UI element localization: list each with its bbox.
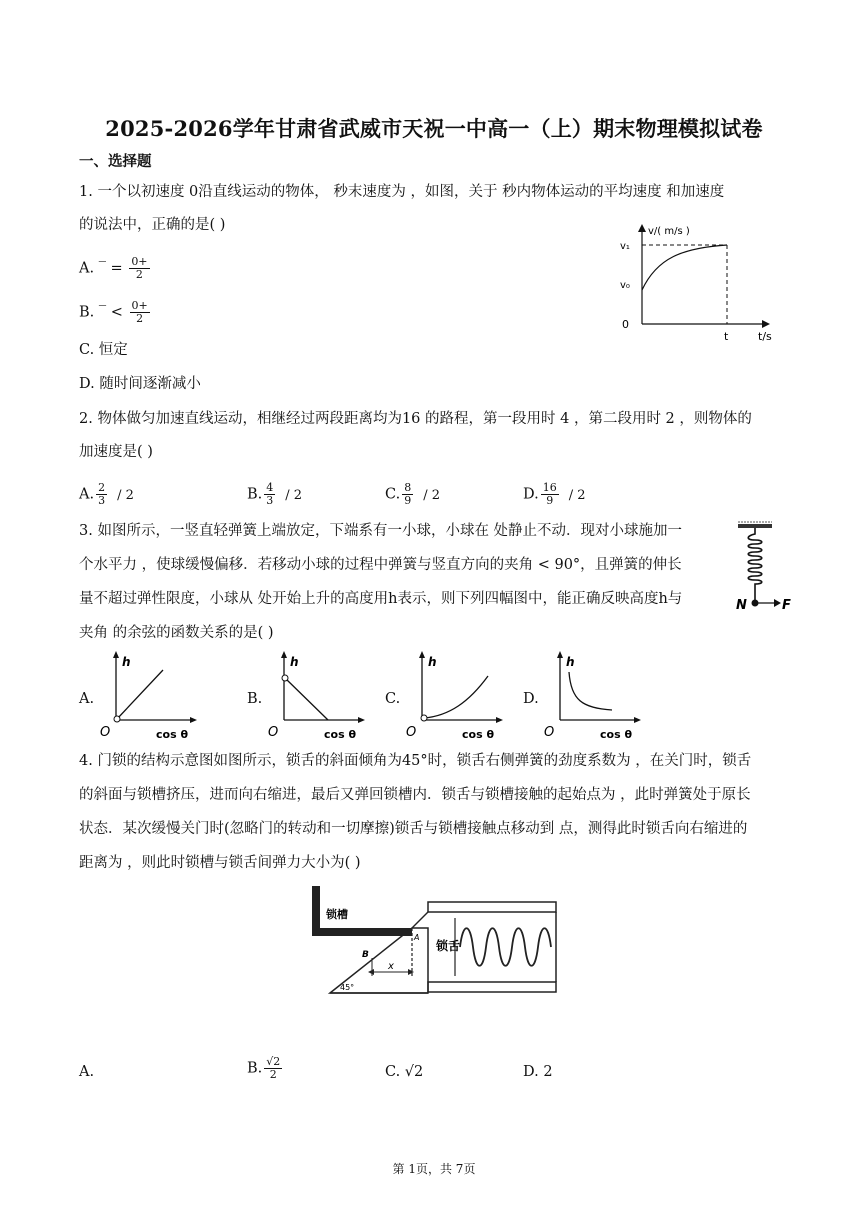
q1-option-a-fraction: $\frac{0+}{2}$ [131, 255, 148, 281]
svg-text:cos θ: cos θ [324, 728, 357, 741]
q1-graph-t: t [724, 330, 729, 343]
q4-point-b: B [362, 950, 369, 960]
q1-option-d[interactable]: D. 随时间逐渐减小 [79, 376, 201, 392]
q3-spring-n-label: N [736, 598, 747, 613]
q1-option-a[interactable] [79, 256, 152, 281]
q4-option-a[interactable]: A. [79, 1064, 95, 1080]
q1-option-c[interactable]: C. 恒定 [79, 342, 128, 358]
svg-text:h: h [290, 655, 299, 669]
q3-option-b-label[interactable]: B. [247, 691, 263, 707]
q4-tongue-label: 锁舌 [436, 939, 461, 953]
q2-option-d[interactable]: D. $\frac{16}{9}$ / 2 [523, 481, 586, 507]
q3-option-a-label[interactable]: A. [79, 691, 95, 707]
q2-option-b[interactable]: B. $\frac{4}{3}$ / 2 [247, 481, 303, 507]
q4-stem-line1: 4. 门锁的结构示意图如图所示，锁舌的斜面倾角为45°时，锁舌右侧弹簧的劲度系数为 ，在关门时，锁舌 [79, 753, 752, 769]
q4-stem-line3: 状态．某次缓慢关门时(忽略门的转动和一切摩擦)锁舌与锁槽接触点移动到 点，测得此时锁舌向右缩进的 [79, 821, 748, 837]
q4-stem-line2: 的斜面与锁槽挤压，进而向右缩进，最后又弹回锁槽内．锁舌与锁槽接触的起始点为 ，此时弹簧处于原长 [79, 787, 751, 803]
q3-stem-line3: 量不超过弹性限度，小球从 处开始上升的高度用h表示，则下列四幅图中，能正确反映高度h与 [79, 591, 683, 607]
q3-option-c-graph[interactable] [404, 650, 504, 742]
q4-stem-line4: 距离为 ，则此时锁槽与锁舌间弹力大小为( ) [79, 855, 361, 871]
q3-option-b-graph[interactable] [266, 650, 366, 742]
q4-angle-label: 45° [340, 983, 355, 992]
svg-text:O: O [100, 725, 111, 740]
svg-text:h: h [428, 655, 437, 669]
q1-option-b-fraction: $\frac{0+}{2}$ [131, 299, 148, 325]
svg-text:O: O [406, 725, 417, 740]
q4-option-d[interactable]: D. 2 [523, 1064, 553, 1080]
q1-vt-graph [612, 218, 782, 348]
q1-option-b[interactable] [79, 300, 152, 325]
q4-lock-diagram [300, 878, 570, 1023]
q1-graph-ylabel: v/( m/s ) [648, 226, 690, 237]
q3-option-c-label[interactable]: C. [385, 691, 401, 707]
svg-text:h: h [566, 655, 575, 669]
q1-graph-v0: v₀ [620, 280, 630, 291]
q3-option-d-label[interactable]: D. [523, 691, 539, 707]
q1-graph-xlabel: t/s [758, 330, 772, 343]
q2-option-a[interactable]: A. $\frac{2}{3}$ / 2 [79, 481, 134, 507]
q1-stem-line1: 1. 一个以初速度 0沿直线运动的物体， 秒末速度为 ，如图，关于 秒内物体运动的平均速度 和加速度 [79, 184, 725, 200]
q3-stem-line1: 3. 如图所示，一竖直轻弹簧上端放定，下端系有一小球，小球在 处静止不动．现对小球施加一 [79, 523, 683, 539]
q1-option-a-label: A. ‾ = [79, 260, 128, 277]
q2-stem-line1: 2. 物体做匀加速直线运动，相继经过两段距离均为16 的路程，第一段用时 4 ，第二段用时 2 ，则物体的 [79, 411, 752, 427]
svg-text:cos θ: cos θ [600, 728, 633, 741]
q4-option-b[interactable]: B. $\frac{√2}{2}$ [247, 1055, 281, 1081]
q3-option-a-graph[interactable] [98, 650, 198, 742]
q4-x-label: x [388, 961, 394, 972]
q4-point-a: A [414, 933, 420, 942]
page-footer: 第 1页，共 7页 [392, 1162, 476, 1176]
q3-stem-line4: 夹角 的余弦的函数关系的是( ) [79, 625, 274, 641]
q1-graph-origin: 0 [622, 318, 629, 331]
q3-stem-line2: 个水平力 ，使球缓慢偏移．若移动小球的过程中弹簧与竖直方向的夹角 < 90°，且弹簧的伸长 [79, 557, 682, 573]
q1-graph-v1: v₁ [620, 241, 630, 252]
q4-option-c[interactable]: C. √2 [385, 1064, 424, 1080]
svg-text:cos θ: cos θ [462, 728, 495, 741]
section-heading: 一、选择题 [79, 153, 152, 170]
q3-spring-diagram [728, 520, 798, 620]
svg-text:h: h [122, 655, 131, 669]
q4-slot-label: 锁槽 [326, 908, 348, 921]
svg-text:O: O [544, 725, 555, 740]
q1-option-b-label: B. ‾ < [79, 304, 128, 321]
page-title: 2025-2026学年甘肃省武威市天祝一中高一（上）期末物理模拟试卷 [105, 116, 763, 141]
q3-option-d-graph[interactable] [542, 650, 642, 742]
svg-text:O: O [268, 725, 279, 740]
q1-stem-line2: 的说法中，正确的是( ) [79, 217, 226, 233]
svg-text:cos θ: cos θ [156, 728, 189, 741]
q2-stem-line2: 加速度是( ) [79, 444, 153, 460]
q3-spring-f-label: F [782, 598, 791, 613]
q2-option-c[interactable]: C. $\frac{8}{9}$ / 2 [385, 481, 440, 507]
